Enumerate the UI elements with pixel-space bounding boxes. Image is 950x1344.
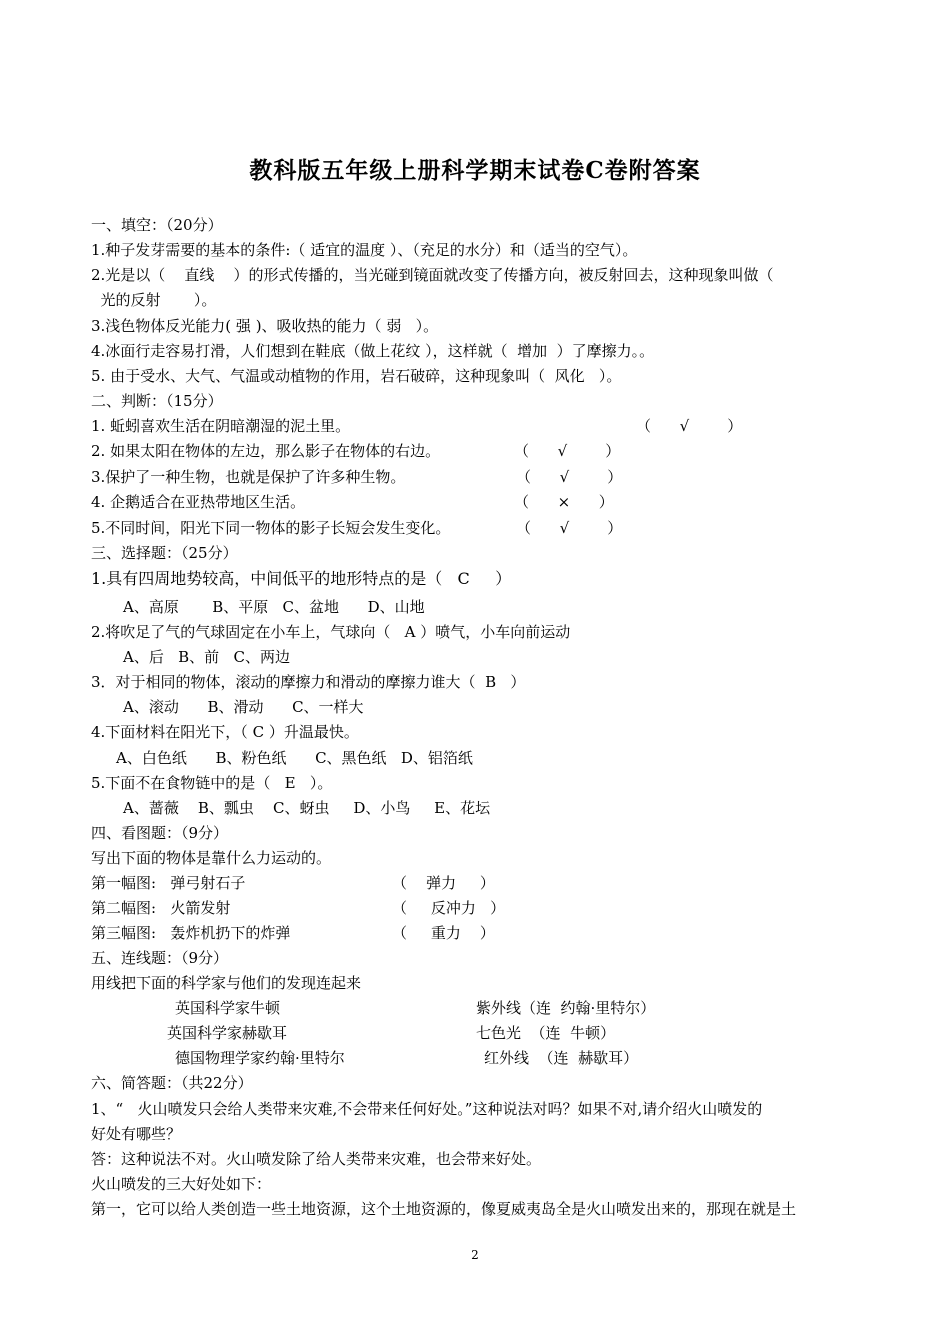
choice-options-4: A、白色纸 B、粉色纸 C、黑色纸 D、铝箔纸 bbox=[116, 749, 473, 767]
choice-options-1: A、高原 B、平原 C、盆地 D、山地 bbox=[123, 598, 425, 616]
picture-answer-3: （ 重力 ） bbox=[392, 924, 495, 942]
fill-question-5: 5. 由于受水、大气、气温或动植物的作用，岩石破碎，这种现象叫（ 风化 ）。 bbox=[91, 367, 622, 385]
matching-left-1: 英国科学家牛顿 bbox=[175, 999, 281, 1017]
matching-right-2: 七色光 （连 牛顿） bbox=[476, 1024, 616, 1042]
choice-options-3: A、滚动 B、滑动 C、一样大 bbox=[123, 698, 364, 716]
choice-question-5: 5.下面不在食物链中的是（ E ）。 bbox=[91, 774, 333, 792]
judge-question-4: 4. 企鹅适合在亚热带地区生活。 bbox=[91, 493, 306, 511]
section-1-heading: 一、填空：（20分） bbox=[91, 216, 223, 234]
choice-options-2: A、后 B、前 C、两边 bbox=[123, 648, 290, 666]
choice-options-5: A、蔷薇 B、瓢虫 C、蚜虫 D、小鸟 E、花坛 bbox=[123, 799, 491, 817]
judge-answer-2: （ √ ） bbox=[514, 442, 621, 460]
section-4-heading: 四、看图题：（9分） bbox=[91, 824, 229, 842]
matching-left-3: 德国物理学家约翰·里特尔 bbox=[175, 1049, 345, 1067]
picture-question-3: 第三幅图: 轰炸机扔下的炸弹 bbox=[91, 924, 291, 942]
short-question-1-cont: 好处有哪些？ bbox=[91, 1125, 182, 1143]
picture-intro: 写出下面的物体是靠什么力运动的。 bbox=[91, 849, 332, 867]
picture-question-2: 第二幅图: 火箭发射 bbox=[91, 899, 231, 917]
section-3-heading: 三、选择题：（25分） bbox=[91, 544, 238, 562]
fill-question-3: 3.浅色物体反光能力( 强 )、吸收热的能力（ 弱 ）。 bbox=[91, 317, 439, 335]
short-question-1: 1、“ 火山喷发只会给人类带来灾难,不会带来任何好处。”这种说法对吗？如果不对,请介绍火山喷发的 bbox=[91, 1100, 763, 1118]
picture-answer-1: （ 弹力 ） bbox=[392, 874, 495, 892]
choice-question-4: 4.下面材料在阳光下，（ C ）升温最快。 bbox=[91, 723, 359, 741]
matching-right-1: 紫外线（连 约翰·里特尔） bbox=[476, 999, 656, 1017]
choice-question-2: 2.将吹足了气的气球固定在小车上，气球向（ A ）喷气，小车向前运动 bbox=[91, 623, 571, 641]
judge-answer-1: （ √ ） bbox=[636, 417, 743, 435]
section-2-heading: 二、判断：（15分） bbox=[91, 392, 223, 410]
judge-question-3: 3.保护了一种生物，也就是保护了许多种生物。 bbox=[91, 468, 406, 486]
answer-paragraph-1: 火山喷发的三大好处如下： bbox=[91, 1175, 272, 1193]
short-answer-1: 答：这种说法不对。火山喷发除了给人类带来灾难，也会带来好处。 bbox=[91, 1150, 542, 1168]
fill-question-1: 1.种子发芽需要的基本的条件:（ 适宜的温度 ）、（充足的水分）和（适当的空气）。 bbox=[91, 241, 638, 259]
picture-question-1: 第一幅图: 弹弓射石子 bbox=[91, 874, 246, 892]
matching-right-3: 红外线 （连 赫歇耳） bbox=[484, 1049, 639, 1067]
section-6-heading: 六、简答题：（共22分） bbox=[91, 1074, 253, 1092]
choice-question-3: 3．对于相同的物体，滚动的摩擦力和滑动的摩擦力谁大（ B ） bbox=[91, 673, 526, 691]
section-5-heading: 五、连线题：（9分） bbox=[91, 949, 229, 967]
judge-answer-5: （ √ ） bbox=[516, 519, 623, 537]
judge-question-1: 1. 蚯蚓喜欢生活在阴暗潮湿的泥土里。 bbox=[91, 417, 351, 435]
matching-left-2: 英国科学家赫歇耳 bbox=[167, 1024, 288, 1042]
fill-question-4: 4.冰面行走容易打滑，人们想到在鞋底（做上花纹 ），这样就（ 增加 ）了摩擦力。。 bbox=[91, 342, 655, 360]
judge-question-2: 2. 如果太阳在物体的左边，那么影子在物体的右边。 bbox=[91, 442, 441, 460]
fill-question-2: 2.光是以（ 直线 ）的形式传播的，当光碰到镜面就改变了传播方向，被反射回去，这种现象叫做（ bbox=[91, 266, 774, 284]
judge-answer-3: （ √ ） bbox=[516, 468, 623, 486]
choice-question-1: 1.具有四周地势较高，中间低平的地形特点的是（ C ） bbox=[91, 569, 512, 588]
page-number: 2 bbox=[471, 1248, 479, 1262]
judge-answer-4: （ × ） bbox=[514, 493, 614, 511]
document-title: 教科版五年级上册科学期末试卷C卷附答案 bbox=[249, 157, 701, 184]
fill-question-2-cont: 光的反射 ）。 bbox=[91, 291, 217, 309]
matching-intro: 用线把下面的科学家与他们的发现连起来 bbox=[91, 974, 362, 992]
judge-question-5: 5.不同时间，阳光下同一物体的影子长短会发生变化。 bbox=[91, 519, 451, 537]
picture-answer-2: （ 反冲力 ） bbox=[392, 899, 506, 917]
answer-paragraph-2: 第一，它可以给人类创造一些土地资源，这个土地资源的，像夏威夷岛全是火山喷发出来的，那现在就是土 bbox=[91, 1200, 797, 1218]
